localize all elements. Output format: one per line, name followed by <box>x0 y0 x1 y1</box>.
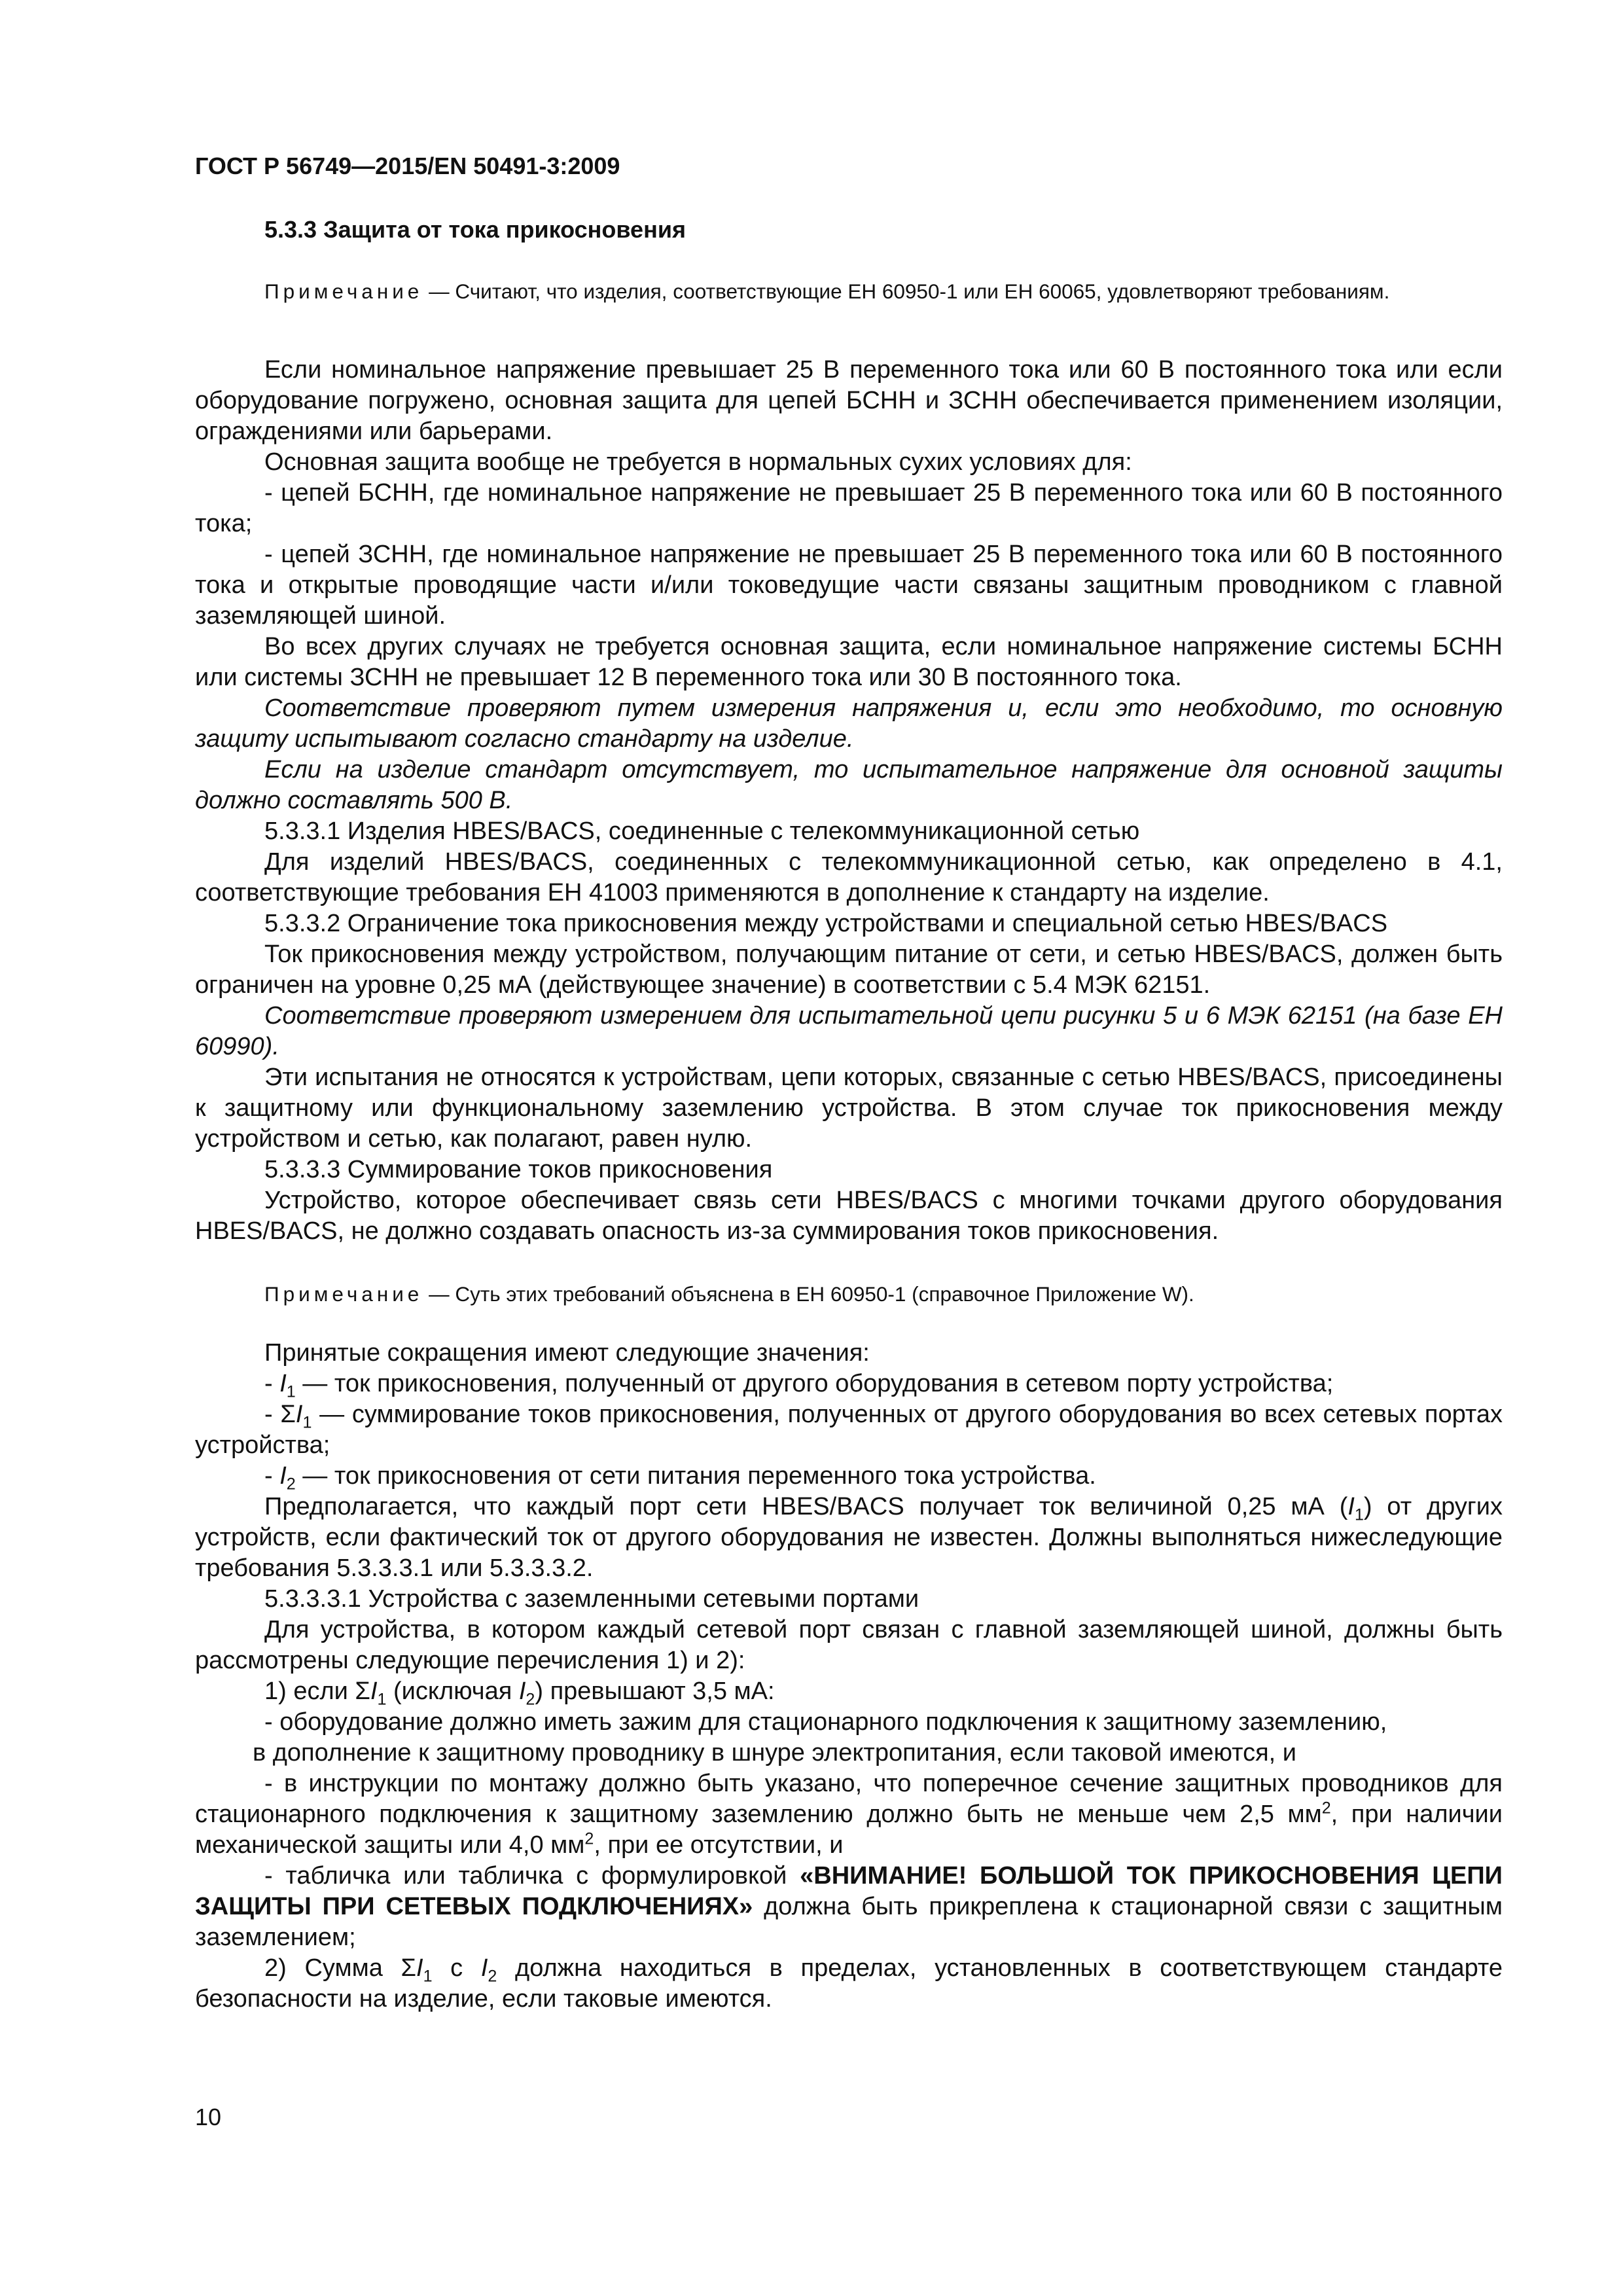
document-header: ГОСТ Р 56749—2015/EN 50491-3:2009 <box>195 152 620 179</box>
paragraph-test-voltage <box>195 755 1503 816</box>
paragraph-nominal-voltage: Если номинальное напряжение превышает 25 В переменного тока или 60 В постоянного тока или если оборудование погружено, основная защита для цепей БСНН и ЗСНН обеспечивается применением изоляции, ограждениями или барьерами. <box>195 356 1503 445</box>
section-title: 5.3.3 Защита от тока прикосновения <box>264 216 686 243</box>
note-1 <box>195 278 1503 305</box>
note-1-label: Примечание <box>264 279 423 303</box>
list-item-warning-label: - табличка или табличка с формулировкой «ВНИМАНИЕ! БОЛЬШОЙ ТОК ПРИКОСНОВЕНИЯ ЦЕПИ ЗАЩИТЫ ПРИ СЕТЕВЫХ ПОДКЛЮЧЕНИЯХ» должна быть прикреплена к стационарной связи с защитным заземлением; <box>195 1862 1503 1951</box>
note-2 <box>195 1281 1503 1308</box>
list-item-2: 2) Сумма $\Sigma I_1$ с $I_2$ должна находиться в пределах, установленных в соответствующем стандарте безопасности на изделие, если таковые имеются. <box>195 1954 1503 2013</box>
subsection-5-3-3-3-1: 5.3.3.3.1 Устройства с заземленными сетевыми портами <box>264 1585 919 1613</box>
compliance-check-text: Соответствие проверяют путем измерения напряжения и, если это необходимо, то основную защиту испытывают согласно стандарту на изделие. <box>195 694 1503 753</box>
test-voltage-text: Если на изделие стандарт отсутствует, то испытательное напряжение для основной защиты должно составлять 500 В. <box>195 756 1503 814</box>
paragraph-basic-protection: Основная защита вообще не требуется в нормальных сухих условиях для: <box>264 448 1132 476</box>
subsection-5-3-3-2: 5.3.3.2 Ограничение тока прикосновения между устройствами и специальной сетью HBES/BACS <box>264 910 1388 937</box>
paragraph-telecom-products: Для изделий HBES/BACS, соединенных с телекоммуникационной сетью, как определено в 4.1, соответствующие требования ЕН 41003 применяются в дополнение к стандарту на изделие. <box>195 848 1503 906</box>
paragraph-grounded-ports: Для устройства, в котором каждый сетевой порт связан с главной заземляющей шиной, должны быть рассмотрены следующие перечисления 1) и 2): <box>195 1616 1503 1674</box>
paragraph-abbreviations: Принятые сокращения имеют следующие значения: <box>264 1339 870 1367</box>
paragraph-other-cases: Во всех других случаях не требуется основная защита, если номинальное напряжение системы БСНН или системы ЗСНН не превышает 12 В переменного тока или 30 В постоянного тока. <box>195 633 1503 691</box>
list-item-1: 1) если $\Sigma I_1$ (исключая $I_2$) превышают 3,5 мА: <box>264 1677 775 1709</box>
measurement-check-text: Соответствие проверяют измерением для испытательной цепи рисунки 5 и 6 МЭК 62151 (на базе ЕН 60990). <box>195 1002 1503 1060</box>
document-body <box>195 278 1503 2015</box>
page-number: 10 <box>195 2104 222 2130</box>
subsection-5-3-3-1: 5.3.3.1 Изделия HBES/BACS, соединенные с телекоммуникационной сетью <box>264 817 1140 845</box>
list-item-terminal-cont: в дополнение к защитному проводнику в шнуре электропитания, если таковой имеются, и <box>253 1739 1297 1767</box>
paragraph-touch-current-limit: Ток прикосновения между устройством, получающим питание от сети, и сетью HBES/BACS, должен быть ограничен на уровне 0,25 мА (действующее значение) в соответствии с 5.4 МЭК 62151. <box>195 941 1503 999</box>
note-2-text: — Суть этих требований объяснена в ЕН 60950-1 (справочное Приложение W). <box>423 1282 1194 1306</box>
note-1-text: — Считают, что изделия, соответствующие ЕН 60950-1 или ЕН 60065, удовлетворяют требованиям. <box>423 279 1390 303</box>
paragraph-measurement-check <box>195 1001 1503 1062</box>
note-2-label: Примечание <box>264 1282 423 1306</box>
paragraph-assumed-current: Предполагается, что каждый порт сети HBES/BACS получает ток величиной 0,25 мА $(I_1)$ от других устройств, если фактический ток от другого оборудования не известен. Должны выполняться нижеследующие требования 5.3.3.3.1 или 5.3.3.3.2. <box>195 1493 1503 1582</box>
subsection-5-3-3-3: 5.3.3.3 Суммирование токов прикосновения <box>264 1156 773 1183</box>
list-item-terminal: - оборудование должно иметь зажим для стационарного подключения к защитному заземлению, <box>264 1708 1387 1736</box>
abbreviation-i1: - $I_1$ — ток прикосновения, полученный от другого оборудования в сетевом порту устройства; <box>264 1370 1334 1401</box>
abbreviation-i2: - $I_2$ — ток прикосновения от сети питания переменного тока устройства. <box>264 1462 1096 1494</box>
paragraph-compliance-check <box>195 693 1503 755</box>
list-item-installation: - в инструкции по монтажу должно быть указано, что поперечное сечение защитных проводников для стационарного подключения к защитному заземлению должно быть не меньше чем 2,5 $мм^2$, при наличии механической защиты или 4,0 $мм^2$, при ее отсутствии, и <box>195 1770 1503 1859</box>
abbreviation-sum-i1: - $\Sigma I_1$ — суммирование токов прикосновения, полученных от другого оборудования во всех сетевых портах устройства; <box>195 1401 1503 1459</box>
paragraph-test-exclusion: Эти испытания не относятся к устройствам, цепи которых, связанные с сетью HBES/BACS, присоединены к защитному или функциональному заземлению устройства. В этом случае ток прикосновения между устройством и сетью, как полагают, равен нулю. <box>195 1064 1503 1153</box>
paragraph-summation-device: Устройство, которое обеспечивает связь сети HBES/BACS с многими точками другого оборудования HBES/BACS, не должно создавать опасность из-за суммирования токов прикосновения. <box>195 1187 1503 1245</box>
paragraph-bsnn-circuits: - цепей БСНН, где номинальное напряжение не превышает 25 В переменного тока или 60 В постоянного тока; <box>195 479 1503 537</box>
paragraph-zsnn-circuits: - цепей ЗСНН, где номинальное напряжение не превышает 25 В переменного тока или 60 В постоянного тока и открытые проводящие части и/или токоведущие части связаны защитным проводником с главной заземляющей шиной. <box>195 541 1503 630</box>
warning-text: «ВНИМАНИЕ! БОЛЬШОЙ ТОК ПРИКОСНОВЕНИЯ ЦЕПИ ЗАЩИТЫ ПРИ СЕТЕВЫХ ПОДКЛЮЧЕНИЯХ» <box>195 1862 1503 1920</box>
